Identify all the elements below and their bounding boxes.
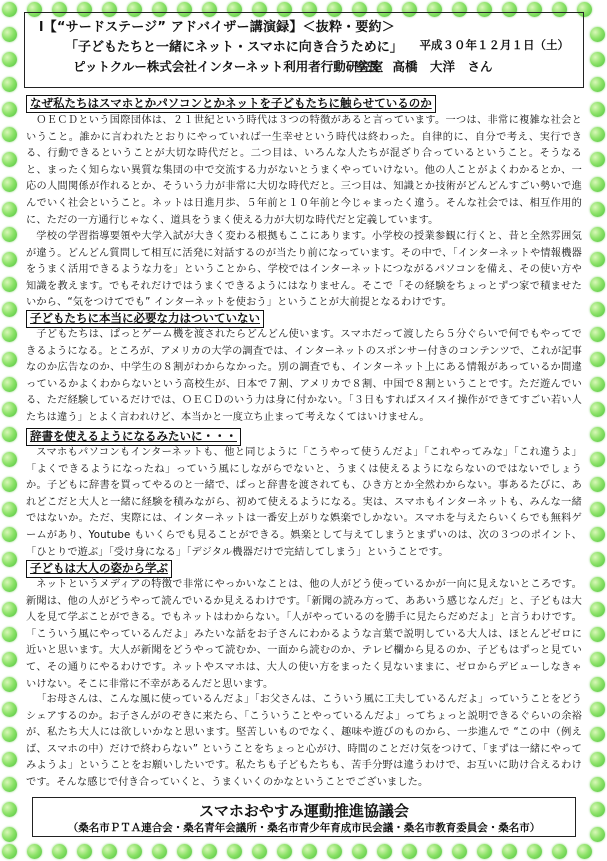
green-dot-icon	[2, 2, 17, 17]
green-dot-icon	[402, 844, 417, 859]
green-dot-icon	[77, 844, 92, 859]
section-title-why: なぜ私たちはスマホとかパソコンとかネットを子どもたちに触らせているのか	[26, 95, 436, 113]
green-dot-icon	[2, 752, 17, 767]
green-dot-icon	[590, 552, 605, 567]
section-title-dictionary: 辞書を使えるようになるみたいに・・・	[26, 428, 241, 446]
green-dot-icon	[590, 502, 605, 517]
green-dot-icon	[2, 77, 17, 92]
green-dot-icon	[2, 302, 17, 317]
green-dot-icon	[590, 477, 605, 492]
green-dot-icon	[2, 452, 17, 467]
green-dot-icon	[2, 177, 17, 192]
green-dot-icon	[2, 202, 17, 217]
green-dot-icon	[590, 277, 605, 292]
green-dot-icon	[590, 152, 605, 167]
green-dot-icon	[2, 52, 17, 67]
green-dot-icon	[590, 352, 605, 367]
green-dot-icon	[2, 577, 17, 592]
green-dot-icon	[127, 844, 142, 859]
green-dot-icon	[2, 727, 17, 742]
green-dot-icon	[590, 727, 605, 742]
green-dot-icon	[427, 844, 442, 859]
green-dot-icon	[2, 627, 17, 642]
green-dot-icon	[590, 652, 605, 667]
section-why-paragraph-2: 学校の学習指導要領や大学入試が大きく変わる根拠もここにあります。小学校の授業参観に行くと、昔と全然雰囲気が違う。どんどん質問して相互に活発に対話するのが当たり前になっています。その中で、「インターネットや情報機器をうまく活用できるような力を」ということから、学校ではインターネットにつながるパソコンを備え、その使い方や知識を教えます。でもそれだけではうまくできるようにはなりません。そこで「その経験をちょっとずつ家で積ませたいから、“気をつけてでも” インターネットを使おう」ということが大前提となるわけです。	[26, 231, 582, 309]
section-dictionary-paragraph-1: スマホもパソコンもインターネットも、他と同じように「こうやって使うんだよ」「これやってみな」「これ違うよ」「よくできるようになったね」っていう風にしながらでないと、うまくは使えるようにならないのではないでしょうか。子どもに辞書を買ってやるのと一緒で、ぱっと辞書を渡されても、ひき方とか全然わからない。事あるたびに、あれどこだと大人と一緒に経験を積みながら、初めて使えるようになる。実は、スマホもインターネットも、みんな一緒ではないか。ただ、実際には、インターネットは一番安上がりな娯楽でしかない。スマホを与えたらいくらでも無料ゲームがあり、Youtube もいくらでも見ることができる。娯楽として与えてしまうとまずいのは、次の３つのポイント、「ひとりで遊ぶ」「受け身になる」「デジタル機器だけで完結してしまう」ということです。	[26, 447, 582, 558]
green-dot-icon	[2, 427, 17, 442]
lecture-subtitle: 「子どもたちと一緒にネット・スマホに向き合うために」	[65, 40, 403, 55]
green-dot-icon	[590, 777, 605, 792]
green-dot-icon	[277, 844, 292, 859]
green-dot-icon	[2, 827, 17, 842]
footer-members: （桑名市ＰＴＡ連合会・桑名青年会議所・桑名市青少年育成市民会議・桑名市教育委員会・桑名市）	[67, 822, 541, 834]
green-dot-icon	[590, 627, 605, 642]
footer-organization: スマホおやすみ運動推進協議会	[199, 802, 409, 820]
green-dot-icon	[477, 844, 492, 859]
green-dot-icon	[327, 844, 342, 859]
green-dot-icon	[590, 402, 605, 417]
green-dot-icon	[590, 802, 605, 817]
section-skills-paragraph-1: 子どもたちは、ぱっとゲーム機を渡されたらどんどん使います。スマホだって渡したら５分ぐらいで何でもやってできるようになる。ところが、アメリカの大学の調査では、インターネットのスポンサー付きのコンテンツで、これが記事なのか広告なのか、中学生の８割がわからなかった。別の調査でも、インターネット上にある情報があっているか間違っているかよくわからないという高校生が、日本で７割、アメリカで８割、中国で８割ということです。ただ遊んでいる、ただ経験しているだけでは、ＯＥＣＤのいう力は身に付かない。「３日もすればスイスイ操作ができてすごい若い人たちは違う」とよく言われけど、本当かと一度立ち止まって考えなくてはいけません。	[26, 329, 582, 423]
green-dot-icon	[2, 227, 17, 242]
green-dot-icon	[590, 177, 605, 192]
section-why-paragraph-1: ＯＥＣＤという国際団体は、２１世紀という時代は３つの特徴があると言っています。一つは、非常に複雑な社会ということ。誰かに言われたとおりにやっていれば一生幸せという時代は終わった。自律的に、自分で考え、実行できる、行動できるということが大切な時代だと。二つ目は、いろんな人たちが混ざり合っているということ。そうなると、まったく知らない異質な集団の中で交流する力がないとうまくやっていけない。他の人ことがよくわかるとか、一応の人間関係が作れるとか、そういう力が非常に大切な時代だと。三つ目は、知識とか技術がどんどんすごい勢いで進んでいく社会ということ。ネットは日進月歩、５年前と１０年前と今じゃまったく違う。そんな社会では、相互作用的に、ただの一方通行じゃなく、道具をうまく使える力が大切な時代だと定義しています。	[26, 115, 582, 226]
green-dot-icon	[577, 844, 592, 859]
green-dot-icon	[2, 477, 17, 492]
green-dot-icon	[227, 844, 242, 859]
green-dot-icon	[2, 802, 17, 817]
header-box	[24, 12, 584, 88]
green-dot-icon	[590, 327, 605, 342]
green-dot-icon	[590, 527, 605, 542]
green-dot-icon	[2, 252, 17, 267]
green-dot-icon	[352, 844, 367, 859]
green-dot-icon	[552, 844, 567, 859]
section-adults-paragraph-1: ネットというメディアの特徴で非常にやっかいなことは、他の人がどう使っているかが一向に見えないところです。新聞は、他の人がどうやって読んでいるか見えるわけです。「新聞の読み方って、ああいう感じなんだ」と、子どもは大人を見て学ぶことができる。でもネットはわからない。「人がやっているのを勝手に見たらだめだよ」と言うわけです。「こういう風にやっているんだよ」みたいな話をお子さんにわかるような言葉で説明している大人は、ほとんどゼロに近いと思います。大人が新聞をどうやって読むか、一面から読むのか、テレビ欄から見るのか、子どもはずっと見ていて、その通りにやるわけです。ネットやスマホは、大人の使い方をまったく見ないままに、ゼロからデビューしなきゃいけない。そこに非常に不幸があるんだと思います。	[26, 579, 582, 690]
green-dot-icon	[2, 352, 17, 367]
green-dot-icon	[2, 652, 17, 667]
green-dot-icon	[452, 844, 467, 859]
green-dot-icon	[2, 602, 17, 617]
green-dot-icon	[590, 602, 605, 617]
green-dot-icon	[590, 827, 605, 842]
green-dot-icon	[2, 844, 17, 859]
section-adults-paragraph-2: 「お母さんは、こんな風に使っているんだよ」「お父さんは、こういう風に工夫しているんだよ」っていうことをどうシェアするのか。お子さんがのぞきに来たら、「こういうことやっているんだよ」ってちょっと説明できるぐらいの余裕が、私たち大人には欲しいかなと思います。堅苦しいものでなく、趣味や遊びのものから、一歩進んで “この中（例えば、スマホの中）だけで終わらない” ということをちょっと心がけ、時間のことだけ気をつけて、「まずは一緒にやってみようよ」ということをお願いしたいです。私たちも子どもたちも、苦手分野は違うわけで、お互いに助け合えるわけです。そんな感じで付き合っていくと、うまくいくのかなということでございました。	[26, 694, 582, 788]
green-dot-icon	[590, 377, 605, 392]
green-dot-icon	[2, 677, 17, 692]
green-dot-icon	[302, 844, 317, 859]
green-dot-icon	[590, 702, 605, 717]
green-dot-icon	[177, 844, 192, 859]
green-dot-icon	[590, 52, 605, 67]
green-dot-icon	[527, 844, 542, 859]
green-dot-icon	[377, 844, 392, 859]
green-dot-icon	[2, 527, 17, 542]
green-dot-icon	[590, 752, 605, 767]
green-dot-icon	[102, 844, 117, 859]
lecture-title: l【“サードステージ” アドバイザー講演録】＜抜粋・要約＞	[39, 20, 395, 35]
green-dot-icon	[590, 77, 605, 92]
green-dot-icon	[2, 402, 17, 417]
green-dot-icon	[2, 702, 17, 717]
green-dot-icon	[2, 27, 17, 42]
green-dot-icon	[152, 844, 167, 859]
footer-box	[32, 797, 576, 837]
green-dot-icon	[202, 844, 217, 859]
green-dot-icon	[590, 252, 605, 267]
green-dot-icon	[2, 552, 17, 567]
green-dot-icon	[2, 327, 17, 342]
green-dot-icon	[2, 777, 17, 792]
green-dot-icon	[590, 102, 605, 117]
green-dot-icon	[590, 127, 605, 142]
green-dot-icon	[590, 202, 605, 217]
green-dot-icon	[2, 152, 17, 167]
green-dot-icon	[590, 427, 605, 442]
green-dot-icon	[2, 502, 17, 517]
green-dot-icon	[590, 677, 605, 692]
green-dot-icon	[2, 277, 17, 292]
section-title-adults: 子どもは大人の姿から学ぶ	[26, 560, 172, 578]
green-dot-icon	[2, 127, 17, 142]
green-dot-icon	[502, 844, 517, 859]
green-dot-icon	[27, 844, 42, 859]
speaker-organization: ピットクルー株式会社インターネット利用者行動研究室	[73, 59, 384, 74]
green-dot-icon	[252, 844, 267, 859]
green-dot-icon	[590, 452, 605, 467]
section-title-skills: 子どもたちに本当に必要な力はついていない	[26, 310, 264, 328]
green-dot-icon	[590, 302, 605, 317]
green-dot-icon	[2, 102, 17, 117]
speaker-name: 室長 高橋 大洋 さん	[355, 59, 493, 74]
green-dot-icon	[590, 27, 605, 42]
green-dot-icon	[590, 577, 605, 592]
green-dot-icon	[2, 377, 17, 392]
green-dot-icon	[590, 227, 605, 242]
green-dot-icon	[52, 844, 67, 859]
lecture-date: 平成３０年１２月１日（土）	[419, 38, 569, 52]
